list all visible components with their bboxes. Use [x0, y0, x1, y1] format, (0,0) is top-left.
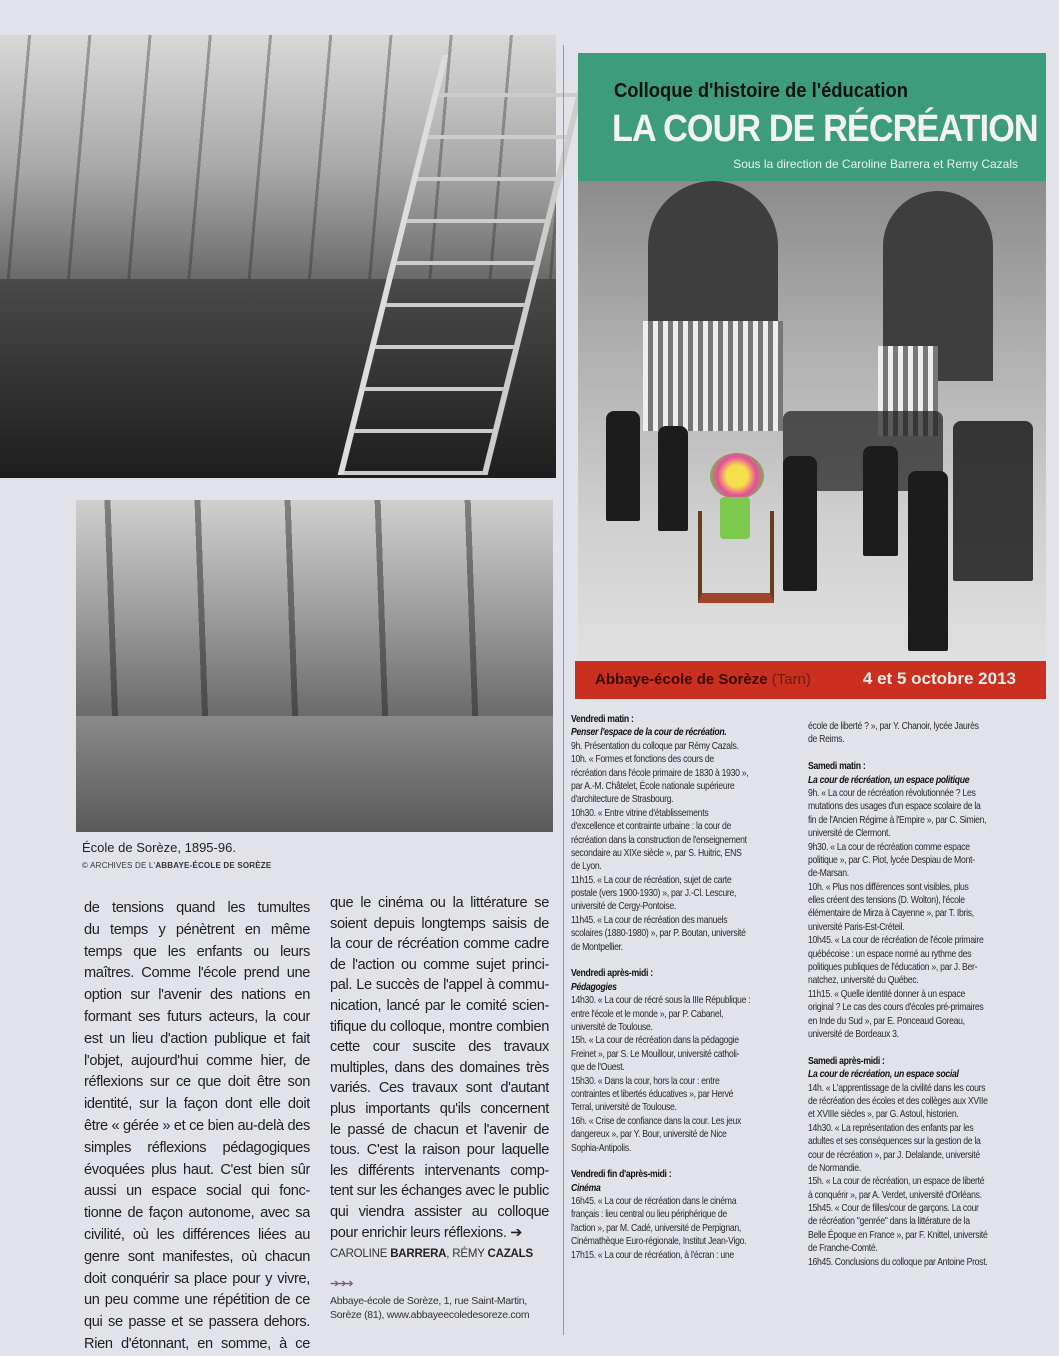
- program-line: de récréation "genrée" dans la littérature de la: [808, 1216, 970, 1228]
- program-line: 10h. « Formes et fonctions des cours de: [571, 754, 714, 766]
- article-line: qui se passe et se passera dehors.: [84, 1314, 310, 1331]
- program-line: que de l'Ouest.: [571, 1062, 625, 1074]
- article-column-1: [84, 898, 310, 1356]
- program-line: entre l'école et le monde », par P. Cabanel,: [571, 1008, 724, 1020]
- article-line: tous. C'est la raison pour laquelle: [330, 1142, 549, 1159]
- article-line: l'objet, aujourd'hui comme hier, de: [84, 1052, 310, 1069]
- program-line: 9h30. « La cour de récréation comme espace: [808, 841, 970, 853]
- photo-caption: École de Sorèze, 1895-96.: [82, 840, 236, 855]
- author-first-name: RÉMY: [452, 1248, 488, 1260]
- article-line: variés. Ces travaux sont d'autant: [330, 1080, 549, 1097]
- program-line: adultes et ses conséquences sur la gestion de la: [808, 1136, 981, 1148]
- address-city: Sorèze (81),: [330, 1309, 387, 1321]
- program-line: université de Cergy-Pontoise.: [571, 901, 676, 913]
- photo-yard: [76, 716, 553, 832]
- program-line: français : lieu central ou lieu périphérique de: [571, 1209, 727, 1221]
- article-line: de tensions quand les tumultes: [84, 900, 310, 916]
- photo-credit: [82, 861, 271, 870]
- program-line: 16h45. « La cour de récréation dans le cinéma: [571, 1196, 737, 1208]
- article-line: pal. Le succès de l'appel à commu-: [330, 977, 549, 994]
- program-column-1: [571, 713, 796, 1262]
- article-line: identité, sur la façon dont elle doit: [84, 1096, 310, 1113]
- article-line: être « gérée » et ce bien au-delà des: [84, 1117, 310, 1134]
- program-line: de Reims.: [808, 734, 845, 746]
- program-line: 9h. Présentation du colloque par Rémy Cazals.: [571, 740, 739, 752]
- article-authors: [330, 1248, 533, 1260]
- program-line: d'architecture de Strasbourg.: [571, 794, 674, 806]
- article-line: genre sont manifestes, où chacun: [84, 1248, 310, 1265]
- author-last-name: BARRERA: [390, 1248, 447, 1260]
- program-line: dangereux », par Y. Bour, université de Nice: [571, 1129, 727, 1141]
- article-line: la cour de récréation comme cadre: [330, 936, 549, 953]
- program-day-heading: Samedi après-midi :: [808, 1055, 885, 1067]
- program-line: 10h30. « Entre vitrine d'établissements: [571, 807, 709, 819]
- article-line: civilité, où les différences liées au: [84, 1226, 310, 1243]
- program-session-title: La cour de récréation, un espace politique: [808, 774, 970, 786]
- article-line: option sur l'avenir des nations en: [84, 987, 310, 1004]
- photo-fence: [643, 321, 783, 431]
- clown-figure: [706, 453, 768, 543]
- program-line: université Paris-Est-Créteil.: [808, 921, 905, 933]
- program-session-title: La cour de récréation, un espace social: [808, 1069, 959, 1081]
- article-line: doit conquérir sa place pour y vivre,: [84, 1270, 310, 1287]
- program-line: de Montpellier.: [571, 941, 623, 953]
- article-line: les différents intervenants comp-: [330, 1162, 549, 1179]
- program-line: d'excellence et contrainte urbaine : la cour de: [571, 821, 732, 833]
- address-line: [330, 1308, 529, 1322]
- article-line: qui viendra assister au colloque: [330, 1203, 549, 1220]
- photo-figure: [658, 426, 688, 531]
- program-line: l'action », par M. Cadé, université de Perpignan,: [571, 1222, 741, 1234]
- program-day-heading: Vendredi fin d'après-midi :: [571, 1169, 672, 1181]
- program-line: 10h45. « La cour de récréation de l'école primaire: [808, 935, 984, 947]
- program-line: 15h30. « Dans la cour, hors la cour : entre: [571, 1075, 720, 1087]
- program-line: école de liberté ? », par Y. Chanoir, lycée Jaurès: [808, 721, 979, 732]
- article-line: maîtres. Comme l'école prend une: [84, 965, 310, 982]
- article-line: nication, lancé par le comité scien-: [330, 997, 549, 1014]
- article-line: que le cinéma ou la littérature se: [330, 895, 549, 911]
- poster-venue: [595, 671, 811, 689]
- program-line: cour de récréation », par J. Delalande, université: [808, 1149, 980, 1161]
- program-line: 14h30. « La représentation des enfants par les: [808, 1122, 974, 1134]
- program-line: de Lyon.: [571, 861, 602, 873]
- program-line: 15h. « La cour de récréation, un espace de liberté: [808, 1176, 985, 1188]
- venue-region: (Tarn): [771, 671, 811, 688]
- article-line: simples réflexions pédagogiques: [84, 1139, 310, 1156]
- program-line: Freinet », par S. Le Mouillour, université catholi-: [571, 1048, 740, 1060]
- program-session-title: Penser l'espace de la cour de récréation.: [571, 727, 727, 739]
- program-line: original ? Le cas des cours d'écoles pré-primaires: [808, 1002, 984, 1014]
- program-line: elles créent des tensions (D. Wolton), l'école: [808, 895, 965, 907]
- program-line: de Franche-Comté.: [808, 1243, 878, 1255]
- article-line: réflexions sur ce que doit être son: [84, 1074, 310, 1091]
- clown-ruff: [710, 453, 764, 499]
- program-line: récréation dans la construction de l'enseignement: [571, 834, 747, 846]
- program-line: mutations des usages d'un espace scolaire de la: [808, 801, 981, 813]
- program-line: contraintes et libertés éducatives », par Hervé: [571, 1088, 734, 1100]
- photo-figure: [863, 446, 898, 556]
- article-line: un peu comme une répétition de ce: [84, 1292, 310, 1309]
- photo-figure-group: [953, 421, 1033, 581]
- program-line: récréation dans l'école primaire de 1830 à 1930 »,: [571, 767, 749, 779]
- program-line: 17h15. « La cour de récréation, à l'écran : une: [571, 1249, 734, 1261]
- article-line: pour enrichir leurs réflexions. ➔: [330, 1224, 523, 1241]
- program-line: Terral, université de Toulouse.: [571, 1102, 677, 1114]
- article-line: de l'action ou comme sujet princi-: [330, 956, 549, 973]
- article-line: soient depuis longtemps saisis de: [330, 915, 549, 932]
- venue-address: [330, 1294, 529, 1322]
- credit-source: ABBAYE-ÉCOLE DE SORÈZE: [155, 861, 272, 870]
- author-first-name: CAROLINE: [330, 1248, 391, 1260]
- program-line: 10h. « Plus nos différences sont visibles, plus: [808, 881, 969, 893]
- photo-figure: [606, 411, 640, 521]
- column-divider: [563, 45, 564, 1335]
- program-line: Belle Époque en France », par F. Knittel, université: [808, 1229, 988, 1241]
- program-session-title: Cinéma: [571, 1182, 601, 1194]
- program-line: 11h15. « La cour de récréation, sujet de carte: [571, 874, 732, 886]
- clown-legs: [720, 497, 750, 539]
- poster-title: LA COUR DE RÉCRÉATION: [612, 108, 1038, 150]
- author-last-name: CAZALS: [487, 1248, 533, 1260]
- program-line: 14h. « L'apprentissage de la civilité dans les cours: [808, 1082, 986, 1094]
- program-line: Sophia-Antipolis.: [571, 1142, 631, 1154]
- article-line: du temps y pénètrent en même: [84, 921, 310, 938]
- program-line: postale (vers 1900-1930) », par J.-Cl. Lescure,: [571, 888, 737, 900]
- address-line: Abbaye-école de Sorèze, 1, rue Saint-Martin,: [330, 1295, 527, 1307]
- program-line: de Normandie.: [808, 1162, 861, 1174]
- article-line: tionne de façon autonome, avec sa: [84, 1205, 310, 1222]
- program-line: par A.-M. Châtelet, École nationale supérieure: [571, 780, 735, 792]
- program-line: Cinémathèque Euro-régionale, Institut Jean-Vigo.: [571, 1236, 747, 1248]
- program-line: 11h15. « Quelle identité donner à un espace: [808, 988, 965, 1000]
- program-line: 16h. « Crise de confiance dans la cour. Les jeux: [571, 1115, 742, 1127]
- article-line: aussi un espace social qui fonc-: [84, 1183, 310, 1200]
- poster-subtitle: Sous la direction de Caroline Barrera et Remy Cazals: [733, 157, 1018, 171]
- program-line: fin de l'Ancien Régime à l'Empire », par C. Simien,: [808, 814, 987, 826]
- program-line: université de Bordeaux 3.: [808, 1028, 899, 1040]
- article-line: cette cour suscite des travaux: [330, 1039, 549, 1056]
- program-line: de récréation des écoles et des collèges aux XVIIe: [808, 1095, 988, 1107]
- article-line: formant ses futurs acteurs, la cour: [84, 1008, 310, 1025]
- article-line: Rien d'étonnant, en somme, à ce: [84, 1335, 310, 1352]
- credit-prefix: © ARCHIVES DE L': [82, 861, 156, 870]
- photo-school-courtyard: [76, 500, 553, 832]
- poster-kicker: Colloque d'histoire de l'éducation: [614, 80, 908, 102]
- program-line: 15h. « La cour de récréation dans la pédagogie: [571, 1035, 739, 1047]
- poster-photo: [578, 181, 1046, 660]
- article-line: tent sur les échanges avec le public: [330, 1183, 549, 1200]
- program-line: 14h30. « La cour de récré sous la IIIe République :: [571, 995, 751, 1007]
- program-line: 11h45. « La cour de récréation des manuels: [571, 914, 728, 926]
- article-line: tifique du colloque, montre combien: [330, 1018, 549, 1035]
- poster-header: [578, 53, 1046, 181]
- program-line: scolaires (1880-1980) », par P. Boutan, université: [571, 928, 746, 940]
- program-line: à conquérir », par A. Verdet, université d'Orléans.: [808, 1189, 982, 1201]
- article-line: est un lieu d'action publique et fait: [84, 1030, 310, 1047]
- article-line: le passé de chacun et l'avenir de: [330, 1121, 549, 1138]
- program-line: québécoise : un espace normé au rythme des: [808, 948, 972, 960]
- article-line: temps que les enfants ou leurs: [84, 943, 310, 960]
- program-line: secondaire au XIXe siècle », par S. Huitric, ENS: [571, 847, 742, 859]
- photo-figure: [908, 471, 948, 651]
- program-line: et XVIIIe siècles », par G. Astoul, historien.: [808, 1109, 959, 1121]
- article-line: plus importants qu'ils concernent: [330, 1100, 549, 1117]
- program-day-heading: Samedi matin :: [808, 761, 866, 773]
- program-column-2: [808, 720, 1048, 1269]
- poster-dates: 4 et 5 octobre 2013: [862, 669, 1016, 688]
- poster-footer: [575, 661, 1046, 699]
- program-line: université de Clermont.: [808, 828, 891, 840]
- program-line: en Inde du Sud », par E. Ponceaud Goreau,: [808, 1015, 965, 1027]
- program-line: politiques publiques de l'éducation », par J. Ber-: [808, 962, 978, 974]
- arrows-icon: ➔➔➔: [330, 1278, 352, 1290]
- article-column-2: [330, 893, 549, 1243]
- program-day-heading: Vendredi après-midi :: [571, 968, 653, 980]
- program-line: natchez, université du Québec.: [808, 975, 919, 987]
- program-session-title: Pédagogies: [571, 981, 617, 993]
- author-separator: ,: [446, 1248, 453, 1260]
- program-line: université de Toulouse.: [571, 1021, 653, 1033]
- program-line: 16h45. Conclusions du colloque par Antoine Prost.: [808, 1256, 988, 1268]
- program-line: 9h. « La cour de récréation révolutionnée ? Les: [808, 787, 976, 799]
- photo-school-yard-ladder: [0, 35, 556, 478]
- program-line: élémentaire de Mirza à Cayenne », par T. Ibris,: [808, 908, 974, 920]
- article-line: multiples, dans des domaines très: [330, 1059, 549, 1076]
- program-day-heading: Vendredi matin :: [571, 714, 634, 725]
- article-line: évoquées plus haut. C'est bien sûr: [84, 1161, 310, 1178]
- website-link[interactable]: www.abbayeecoledesoreze.com: [386, 1309, 530, 1321]
- venue-name: Abbaye-école de Sorèze: [595, 671, 768, 688]
- program-line: de-Marsan.: [808, 868, 849, 880]
- program-line: politique », par C. Piot, lycée Despiau de Mont-: [808, 854, 975, 866]
- program-line: 15h45. « Cour de filles/cour de garçons. La cour: [808, 1203, 979, 1215]
